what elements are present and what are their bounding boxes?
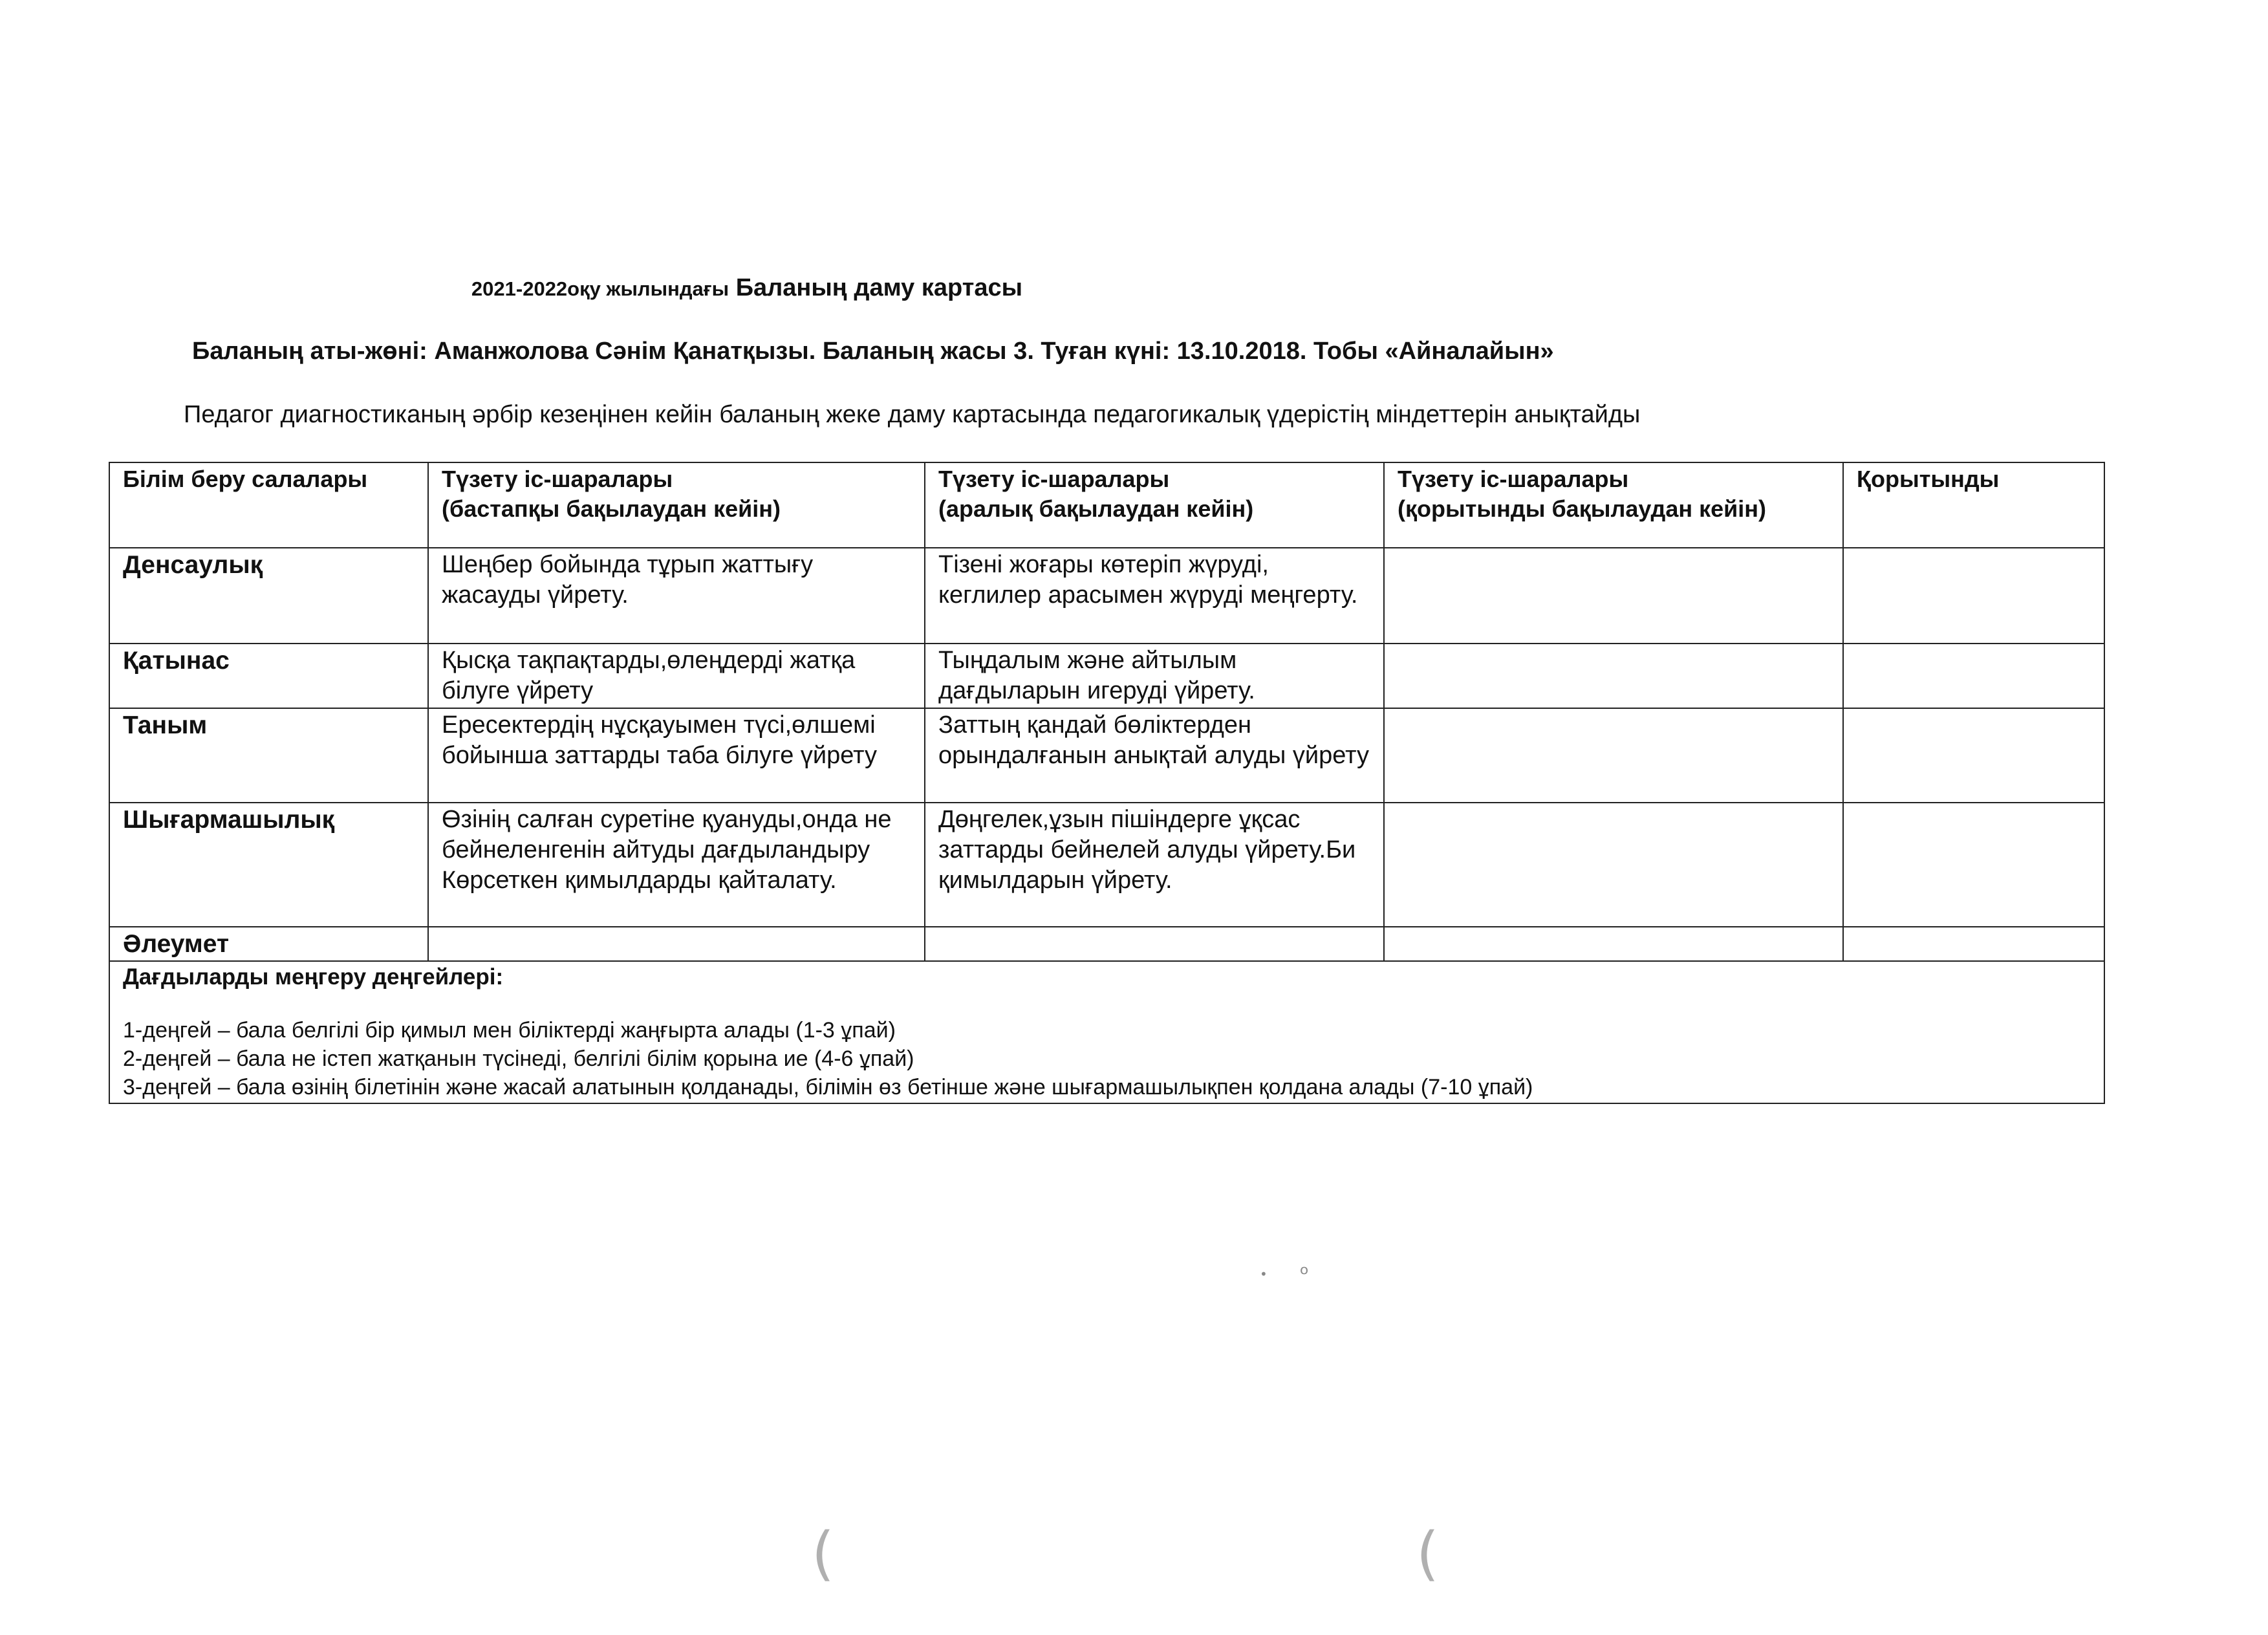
initial-cell: Шеңбер бойында тұрып жаттығу жасауды үйрету.: [428, 548, 925, 644]
table-row: [109, 927, 2104, 961]
scan-mark: (: [1416, 1520, 1440, 1588]
initial-extra-text: Көрсеткен қимылдарды қайталату.: [442, 867, 837, 894]
initial-text: Өзінің салған суретіне қуануды,онда не бейнеленгенін айтуды дағдыландыру: [442, 806, 892, 863]
levels-row: [109, 961, 2104, 1103]
column-header-final: Түзету іс-шаралары (қорытынды бақылаудан кейін): [1384, 462, 1843, 548]
intermediate-cell: Тыңдалым және айтылым дағдыларын игеруді үйрету.: [925, 644, 1384, 708]
level-item: 2-деңгей – бала не істеп жатқанын түсінеді, белгілі білім қорына ие (4-6 ұпай): [123, 1046, 914, 1071]
column-header-areas: Білім беру салалары: [109, 462, 428, 548]
level-item: 1-деңгей – бала белгілі бір қимыл мен біліктерді жаңғырта алады (1-3 ұпай): [123, 1018, 896, 1043]
child-info: Баланың аты-жөні: Аманжолова Сәнім Қанатқызы. Баланың жасы 3. Туған күні: 13.10.2018. Тобы «Айналайын»: [192, 338, 1554, 365]
scan-mark: (: [812, 1520, 835, 1588]
intermediate-cell: [925, 927, 1384, 961]
table-row: [109, 803, 2104, 927]
intermediate-cell: Дөңгелек,ұзын пішіндерге ұқсас заттарды бейнелей алуды үйрету.Би қимылдарын үйрету.: [925, 803, 1384, 927]
final-cell: [1384, 644, 1843, 708]
initial-cell: [428, 927, 925, 961]
level-item: 3-деңгей – бала өзінің білетінін және жасай алатынын қолданады, білімін өз бетінше және шығармашылықпен қолдана алады (7-10 ұпай): [123, 1075, 1533, 1099]
academic-year: 2021-2022оқу жылындағы: [471, 277, 729, 300]
result-cell: [1843, 548, 2104, 644]
result-cell: [1843, 927, 2104, 961]
final-cell: [1384, 803, 1843, 927]
initial-cell: Ересектердің нұсқауымен түсі,өлшемі бойынша заттарды таба білуге үйрету: [428, 708, 925, 803]
result-cell: [1843, 644, 2104, 708]
final-cell: [1384, 927, 1843, 961]
area-cell: Қатынас: [109, 644, 428, 708]
result-cell: [1843, 708, 2104, 803]
column-header-intermediate: Түзету іс-шаралары (аралық бақылаудан кейін): [925, 462, 1384, 548]
intro-text: Педагог диагностиканың әрбір кезеңінен кейін баланың жеке даму картасында педагогикалық үдерістің міндеттерін анықтайды: [184, 401, 1641, 428]
initial-cell: [428, 803, 925, 927]
column-header-result: Қорытынды: [1843, 462, 2104, 548]
scan-mark: ᵒ: [1300, 1261, 1310, 1287]
table-header-row: [109, 462, 2104, 548]
table-row: [109, 708, 2104, 803]
table-row: [109, 644, 2104, 708]
document-title: [0, 274, 1494, 302]
area-cell: Шығармашылық: [109, 803, 428, 927]
scan-mark: •: [1260, 1266, 1268, 1282]
area-cell: Таным: [109, 708, 428, 803]
levels-cell: [109, 961, 2104, 1103]
final-cell: [1384, 548, 1843, 644]
initial-cell: Қысқа тақпақтарды,өлеңдерді жатқа білуге үйрету: [428, 644, 925, 708]
card-title: Баланың даму картасы: [735, 274, 1023, 301]
intermediate-cell: Заттың қандай бөліктерден орындалғанын анықтай алуды үйрету: [925, 708, 1384, 803]
development-card-table: [109, 462, 2105, 1104]
area-cell: Денсаулық: [109, 548, 428, 644]
column-header-initial: Түзету іс-шаралары (бастапқы бақылаудан кейін): [428, 462, 925, 548]
result-cell: [1843, 803, 2104, 927]
levels-title: Дағдыларды меңгеру деңгейлері:: [123, 964, 504, 990]
area-cell: Әлеумет: [109, 927, 428, 961]
intermediate-cell: Тізені жоғары көтеріп жүруді, кеглилер арасымен жүруді меңгерту.: [925, 548, 1384, 644]
final-cell: [1384, 708, 1843, 803]
table-row: [109, 548, 2104, 644]
